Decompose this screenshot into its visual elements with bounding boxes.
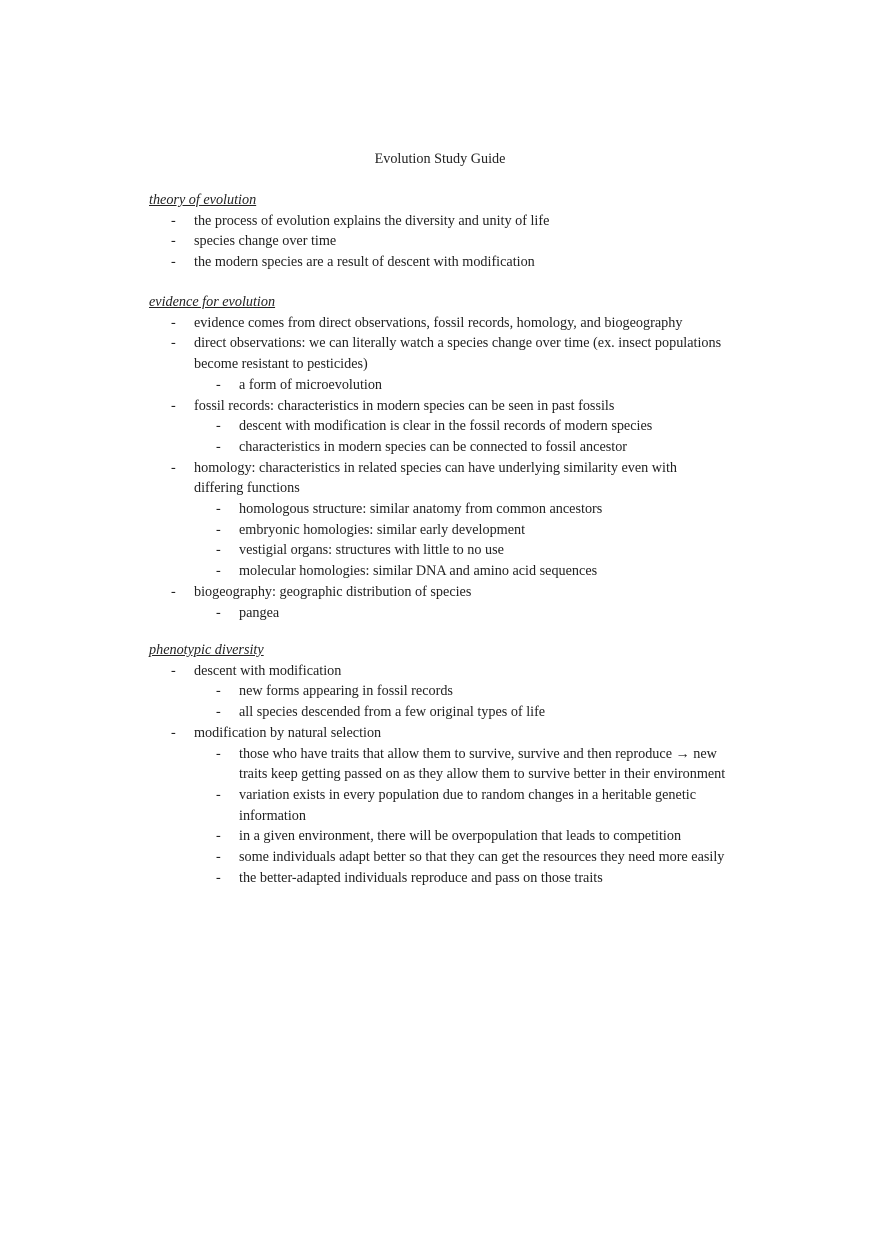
sub-list-item-text: variation exists in every population due to random changes in a heritable genetic information — [239, 786, 697, 824]
list-item — [149, 458, 729, 582]
list-item — [149, 252, 729, 273]
sub-list-item-text: embryonic homologies: similar early development — [239, 521, 526, 538]
list-item — [149, 723, 729, 889]
dash-bullet: - — [171, 335, 176, 352]
list-item-text: fossil records: characteristics in modern species can be seen in past fossils — [194, 397, 615, 414]
sub-list-item — [194, 540, 729, 561]
sub-list-item-text: in a given environment, there will be overpopulation that leads to competition — [239, 828, 682, 845]
dash-bullet: - — [216, 521, 221, 538]
list-item-text: direct observations: we can literally watch a species change over time (ex. insect populations become resistant to pesticides) — [194, 335, 722, 373]
dash-bullet: - — [216, 438, 221, 455]
list-item — [149, 211, 729, 232]
sub-bullet-list — [194, 499, 729, 582]
section-phenotypic-diversity — [149, 640, 729, 888]
list-item-text: descent with modification — [194, 662, 342, 679]
document-title: Evolution Study Guide — [374, 151, 506, 167]
dash-bullet: - — [171, 254, 176, 271]
list-item-text: homology: characteristics in related species can have underlying similarity even with differing functions — [194, 459, 678, 497]
dash-bullet: - — [216, 604, 221, 621]
dash-bullet: - — [216, 828, 221, 845]
list-item-text: evidence comes from direct observations, fossil records, homology, and biogeography — [194, 314, 683, 331]
dash-bullet: - — [171, 662, 176, 679]
bullet-list — [149, 661, 729, 889]
sub-bullet-list — [194, 603, 729, 624]
dash-bullet: - — [216, 786, 221, 803]
dash-bullet: - — [216, 501, 221, 518]
list-item-text: species change over time — [194, 233, 337, 250]
sub-bullet-list — [194, 416, 729, 457]
sub-list-item-text: those who have traits that allow them to survive, survive and then reproduce → new traits keep getting passed on as they allow them to survive better in their environment — [239, 745, 726, 783]
sub-list-item-text: some individuals adapt better so that they can get the resources they need more easily — [239, 849, 725, 866]
dash-bullet: - — [216, 849, 221, 866]
sub-list-item — [194, 785, 729, 826]
list-item — [149, 661, 729, 723]
sub-list-item-text: descent with modification is clear in the fossil records of modern species — [239, 418, 653, 435]
dash-bullet: - — [216, 683, 221, 700]
bullet-list — [149, 313, 729, 624]
sub-list-item-text: the better-adapted individuals reproduce and pass on those traits — [239, 869, 603, 886]
dash-bullet: - — [171, 314, 176, 331]
sub-bullet-list — [194, 744, 729, 889]
sub-list-item-text: homologous structure: similar anatomy from common ancestors — [239, 501, 603, 518]
dash-bullet: - — [216, 704, 221, 721]
dash-bullet: - — [216, 376, 221, 393]
section-theory-of-evolution — [149, 190, 729, 273]
list-item — [149, 231, 729, 252]
sub-list-item — [194, 681, 729, 702]
dash-bullet: - — [171, 397, 176, 414]
sub-bullet-list — [194, 681, 729, 722]
sub-list-item — [194, 416, 729, 437]
dash-bullet: - — [171, 233, 176, 250]
sub-list-item-text: vestigial organs: structures with little to no use — [239, 542, 504, 559]
list-item — [149, 313, 729, 334]
list-item — [149, 582, 729, 623]
list-item-text: the process of evolution explains the diversity and unity of life — [194, 212, 550, 229]
sub-list-item — [194, 868, 729, 889]
dash-bullet: - — [171, 212, 176, 229]
dash-bullet: - — [171, 459, 176, 476]
section-evidence-for-evolution — [149, 292, 729, 623]
list-item-text: biogeography: geographic distribution of species — [194, 583, 472, 600]
sub-list-item — [194, 847, 729, 868]
dash-bullet: - — [216, 563, 221, 580]
section-heading: evidence for evolution — [149, 294, 276, 310]
dash-bullet: - — [171, 724, 176, 741]
sub-list-item — [194, 744, 729, 785]
dash-bullet: - — [216, 418, 221, 435]
section-heading: theory of evolution — [149, 192, 257, 208]
dash-bullet: - — [171, 583, 176, 600]
dash-bullet: - — [216, 542, 221, 559]
sub-list-item — [194, 603, 729, 624]
list-item — [149, 396, 729, 458]
sub-list-item — [194, 520, 729, 541]
sub-list-item — [194, 826, 729, 847]
sub-list-item — [194, 375, 729, 396]
sub-list-item-text: all species descended from a few original types of life — [239, 704, 546, 721]
sub-list-item-text: a form of microevolution — [239, 376, 383, 393]
dash-bullet: - — [216, 869, 221, 886]
dash-bullet: - — [216, 745, 221, 762]
sub-list-item-text: molecular homologies: similar DNA and amino acid sequences — [239, 563, 598, 580]
section-heading: phenotypic diversity — [149, 642, 264, 658]
bullet-list — [149, 211, 729, 273]
sub-list-item-text: characteristics in modern species can be connected to fossil ancestor — [239, 438, 628, 455]
sub-list-item — [194, 499, 729, 520]
list-item — [149, 333, 729, 395]
sub-list-item-text: pangea — [239, 604, 280, 621]
sub-bullet-list — [194, 375, 729, 396]
list-item-text: modification by natural selection — [194, 724, 382, 741]
sub-list-item — [194, 561, 729, 582]
list-item-text: the modern species are a result of descent with modification — [194, 254, 535, 271]
sub-list-item — [194, 437, 729, 458]
sub-list-item-text: new forms appearing in fossil records — [239, 683, 453, 700]
sub-list-item — [194, 702, 729, 723]
